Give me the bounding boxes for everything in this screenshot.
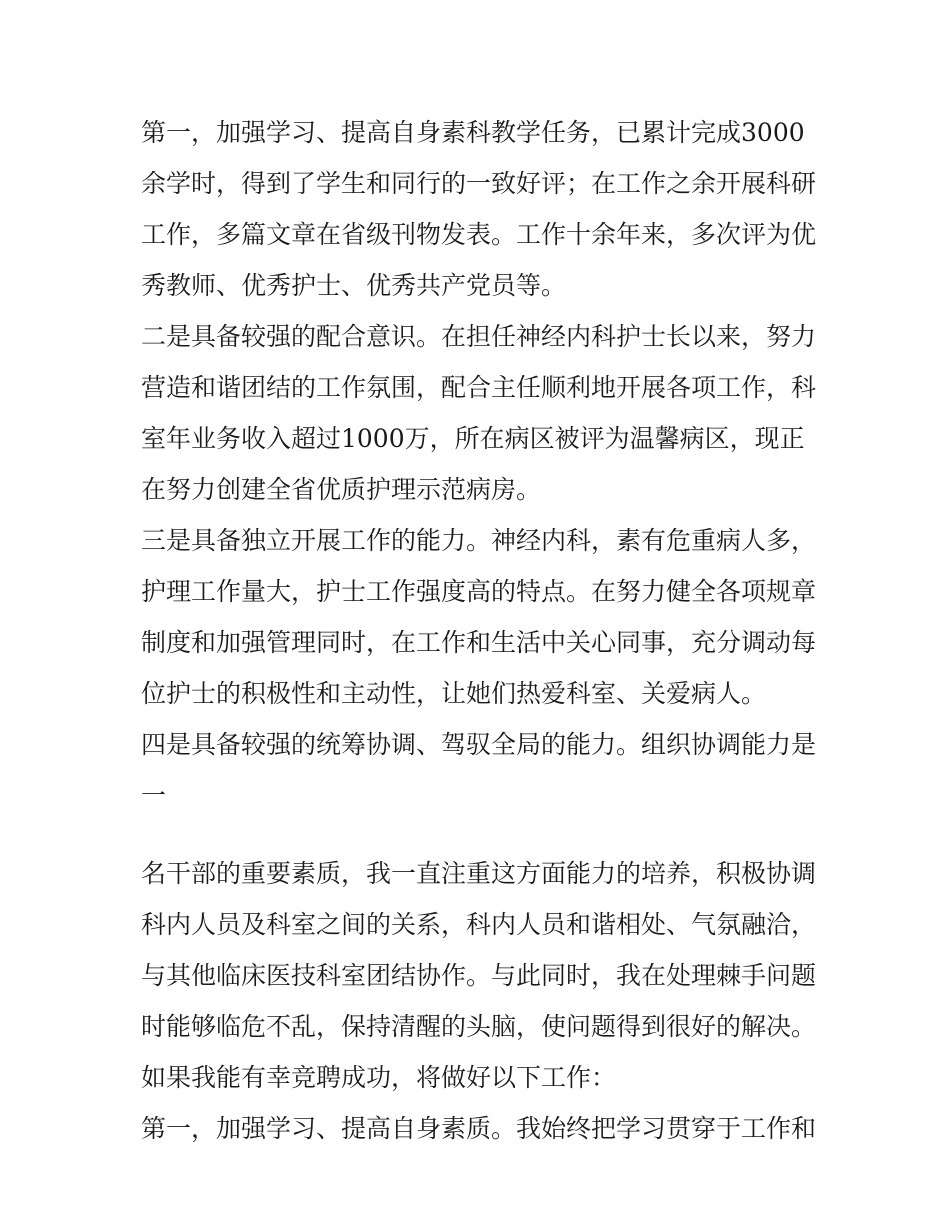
- text-line: 制度和加强管理同时，在工作和生活中关心同事，充分调动每: [141, 628, 817, 657]
- text-line: 科内人员及科室之间的关系，科内人员和谐相处、气氛融洽，: [141, 910, 817, 939]
- text-line: 位护士的积极性和主动性，让她们热爱科室、关爱病人。: [141, 679, 767, 708]
- text-line: 营造和谐团结的工作氛围，配合主任顺利地开展各项工作，科: [141, 373, 817, 402]
- text-line: 三是具备独立开展工作的能力。神经内科，素有危重病人多，: [141, 526, 817, 555]
- text-line: 余学时，得到了学生和同行的一致好评；在工作之余开展科研: [141, 169, 817, 198]
- text-line: 在努力创建全省优质护理示范病房。: [141, 475, 542, 504]
- text-line: 与其他临床医技科室团结协作。与此同时，我在处理棘手问题: [141, 961, 817, 990]
- text-line: 护理工作量大，护士工作强度高的特点。在努力健全各项规章: [141, 577, 817, 606]
- text-line: 第一，加强学习、提高自身素科教学任务，已累计完成3000: [141, 118, 805, 147]
- paragraph-gap: [141, 821, 821, 848]
- text-line: 四是具备较强的统筹协调、驾驭全局的能力。组织协调能力是: [141, 730, 817, 759]
- text-line: 秀教师、优秀护士、优秀共产党员等。: [141, 271, 567, 300]
- document-body: [141, 107, 821, 1154]
- text-line: 二是具备较强的配合意识。在担任神经内科护士长以来，努力: [141, 322, 817, 351]
- text-line: 名干部的重要素质，我一直注重这方面能力的培养，积极协调: [141, 859, 817, 888]
- text-line: 一: [141, 781, 167, 810]
- text-line: 如果我能有幸竞聘成功，将做好以下工作：: [141, 1063, 617, 1092]
- text-line: 第一，加强学习、提高自身素质。我始终把学习贯穿于工作和: [141, 1114, 817, 1143]
- text-line: 工作，多篇文章在省级刊物发表。工作十余年来，多次评为优: [141, 220, 817, 249]
- text-line: 时能够临危不乱，保持清醒的头脑，使问题得到很好的解决。: [141, 1012, 817, 1041]
- text-line: 室年业务收入超过1000万，所在病区被评为温馨病区，现正: [141, 424, 805, 453]
